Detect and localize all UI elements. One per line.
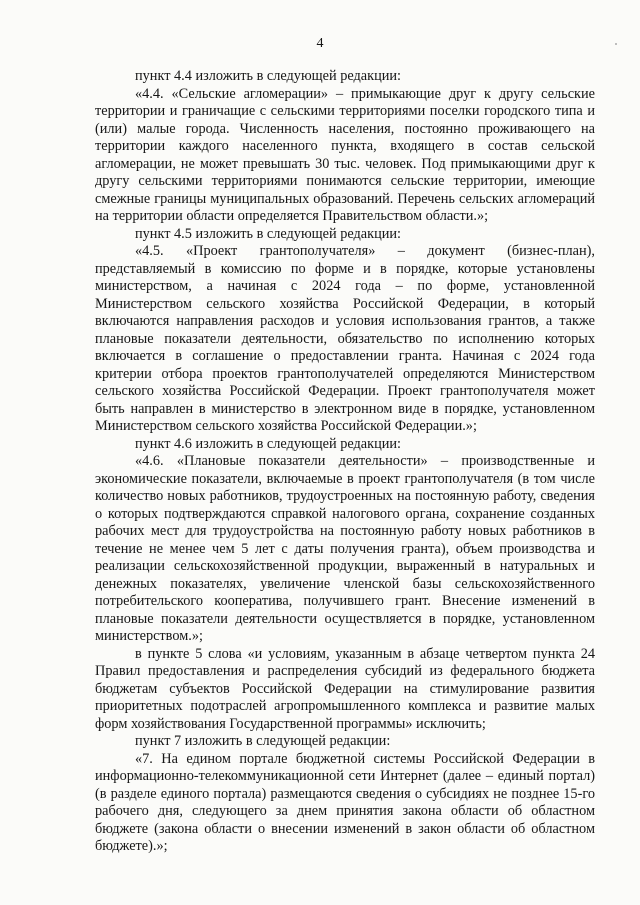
paragraph-instruction-4-5: пункт 4.5 изложить в следующей редакции: <box>135 225 402 242</box>
paragraph-point-7: «7. На едином портале бюджетной системы Российской Федерации в информационно-телекоммуникационной сети Интернет (далее – единый портал) (в разделе единого портала) размещаются сведения о субсидиях не позднее 15-го рабочего дня, следующего за днем принятия закона области об областном бюджете (закона области о внесении изменений в закон области об областном бюджете).»; <box>95 750 595 854</box>
scan-speck <box>615 43 617 45</box>
paragraph-rural-agglomerations: «4.4. «Сельские агломерации» – примыкающие друг к другу сельские территории и граничащие с сельскими территориями поселки городского типа и (или) малые города. Численность населения, постоянно проживающего на территории каждого населенного пункта, входящего в состав сельской агломерации, не может превышать 30 тыс. человек. Под примыкающими друг к другу сельскими территориями понимаются сельские территории, имеющие смежные границы муниципальных образований. Перечень сельских агломераций на территории области определяется Правительством области.»; <box>95 85 595 224</box>
paragraph-grantee-project: «4.5. «Проект грантополучателя» – документ (бизнес-план), представляемый в комиссию по форме и в порядке, которые установлены министерством, а начиная с 2024 года – по форме, установленной Министерством сельского хозяйства Российской Федерации, в который включаются направления расходов и условия использования грантов, а также плановые показатели деятельности, обязательство по исполнению которых включается в соглашение о предоставлении гранта. Начиная с 2024 года критерии отбора проектов грантополучателей определяются Министерством сельского хозяйства Российской Федерации. Проект грантополучателя может быть направлен в министерство в электронном виде в порядке, установленном Министерством сельского хозяйства Российской Федерации.»; <box>95 243 595 434</box>
paragraph-instruction-4-4: пункт 4.4 изложить в следующей редакции: <box>135 68 402 84</box>
paragraph-instruction-7: пункт 7 изложить в следующей редакции: <box>135 733 391 749</box>
paragraph-instruction-4-6: пункт 4.6 изложить в следующей редакции: <box>135 435 402 452</box>
paragraph-planned-indicators: «4.6. «Плановые показатели деятельности» – производственные и экономические показатели, включаемые в проект грантополучателя (в том числе количество новых работников, трудоустроенных на постоянную работу, сведения о которых подтверждаются справкой налогового органа, сохранение созданных рабочих мест для трудоустройства на постоянную работу новых работников в течение не менее чем 5 лет с даты получения гранта), объем производства и реализации сельскохозяйственной продукции, выраженный в натуральных и денежных показателях, увеличение членской базы сельскохозяйственного потребительского кооператива, получившего грант. Внесение изменений в плановые показатели деятельности осуществляется в порядке, установленном министерством.»; <box>95 453 595 644</box>
document-body <box>95 68 595 856</box>
paragraph-point-5-amendment: в пункте 5 слова «и условиям, указанным в абзаце четвертом пункта 24 Правил предоставления и распределения субсидий из федерального бюджета бюджетам субъектов Российской Федерации на стимулирование развития приоритетных подотраслей агропромышленного комплекса и развитие малых форм хозяйствования Государственной программы» исключить; <box>95 645 595 732</box>
page-number: 4 <box>316 36 324 51</box>
